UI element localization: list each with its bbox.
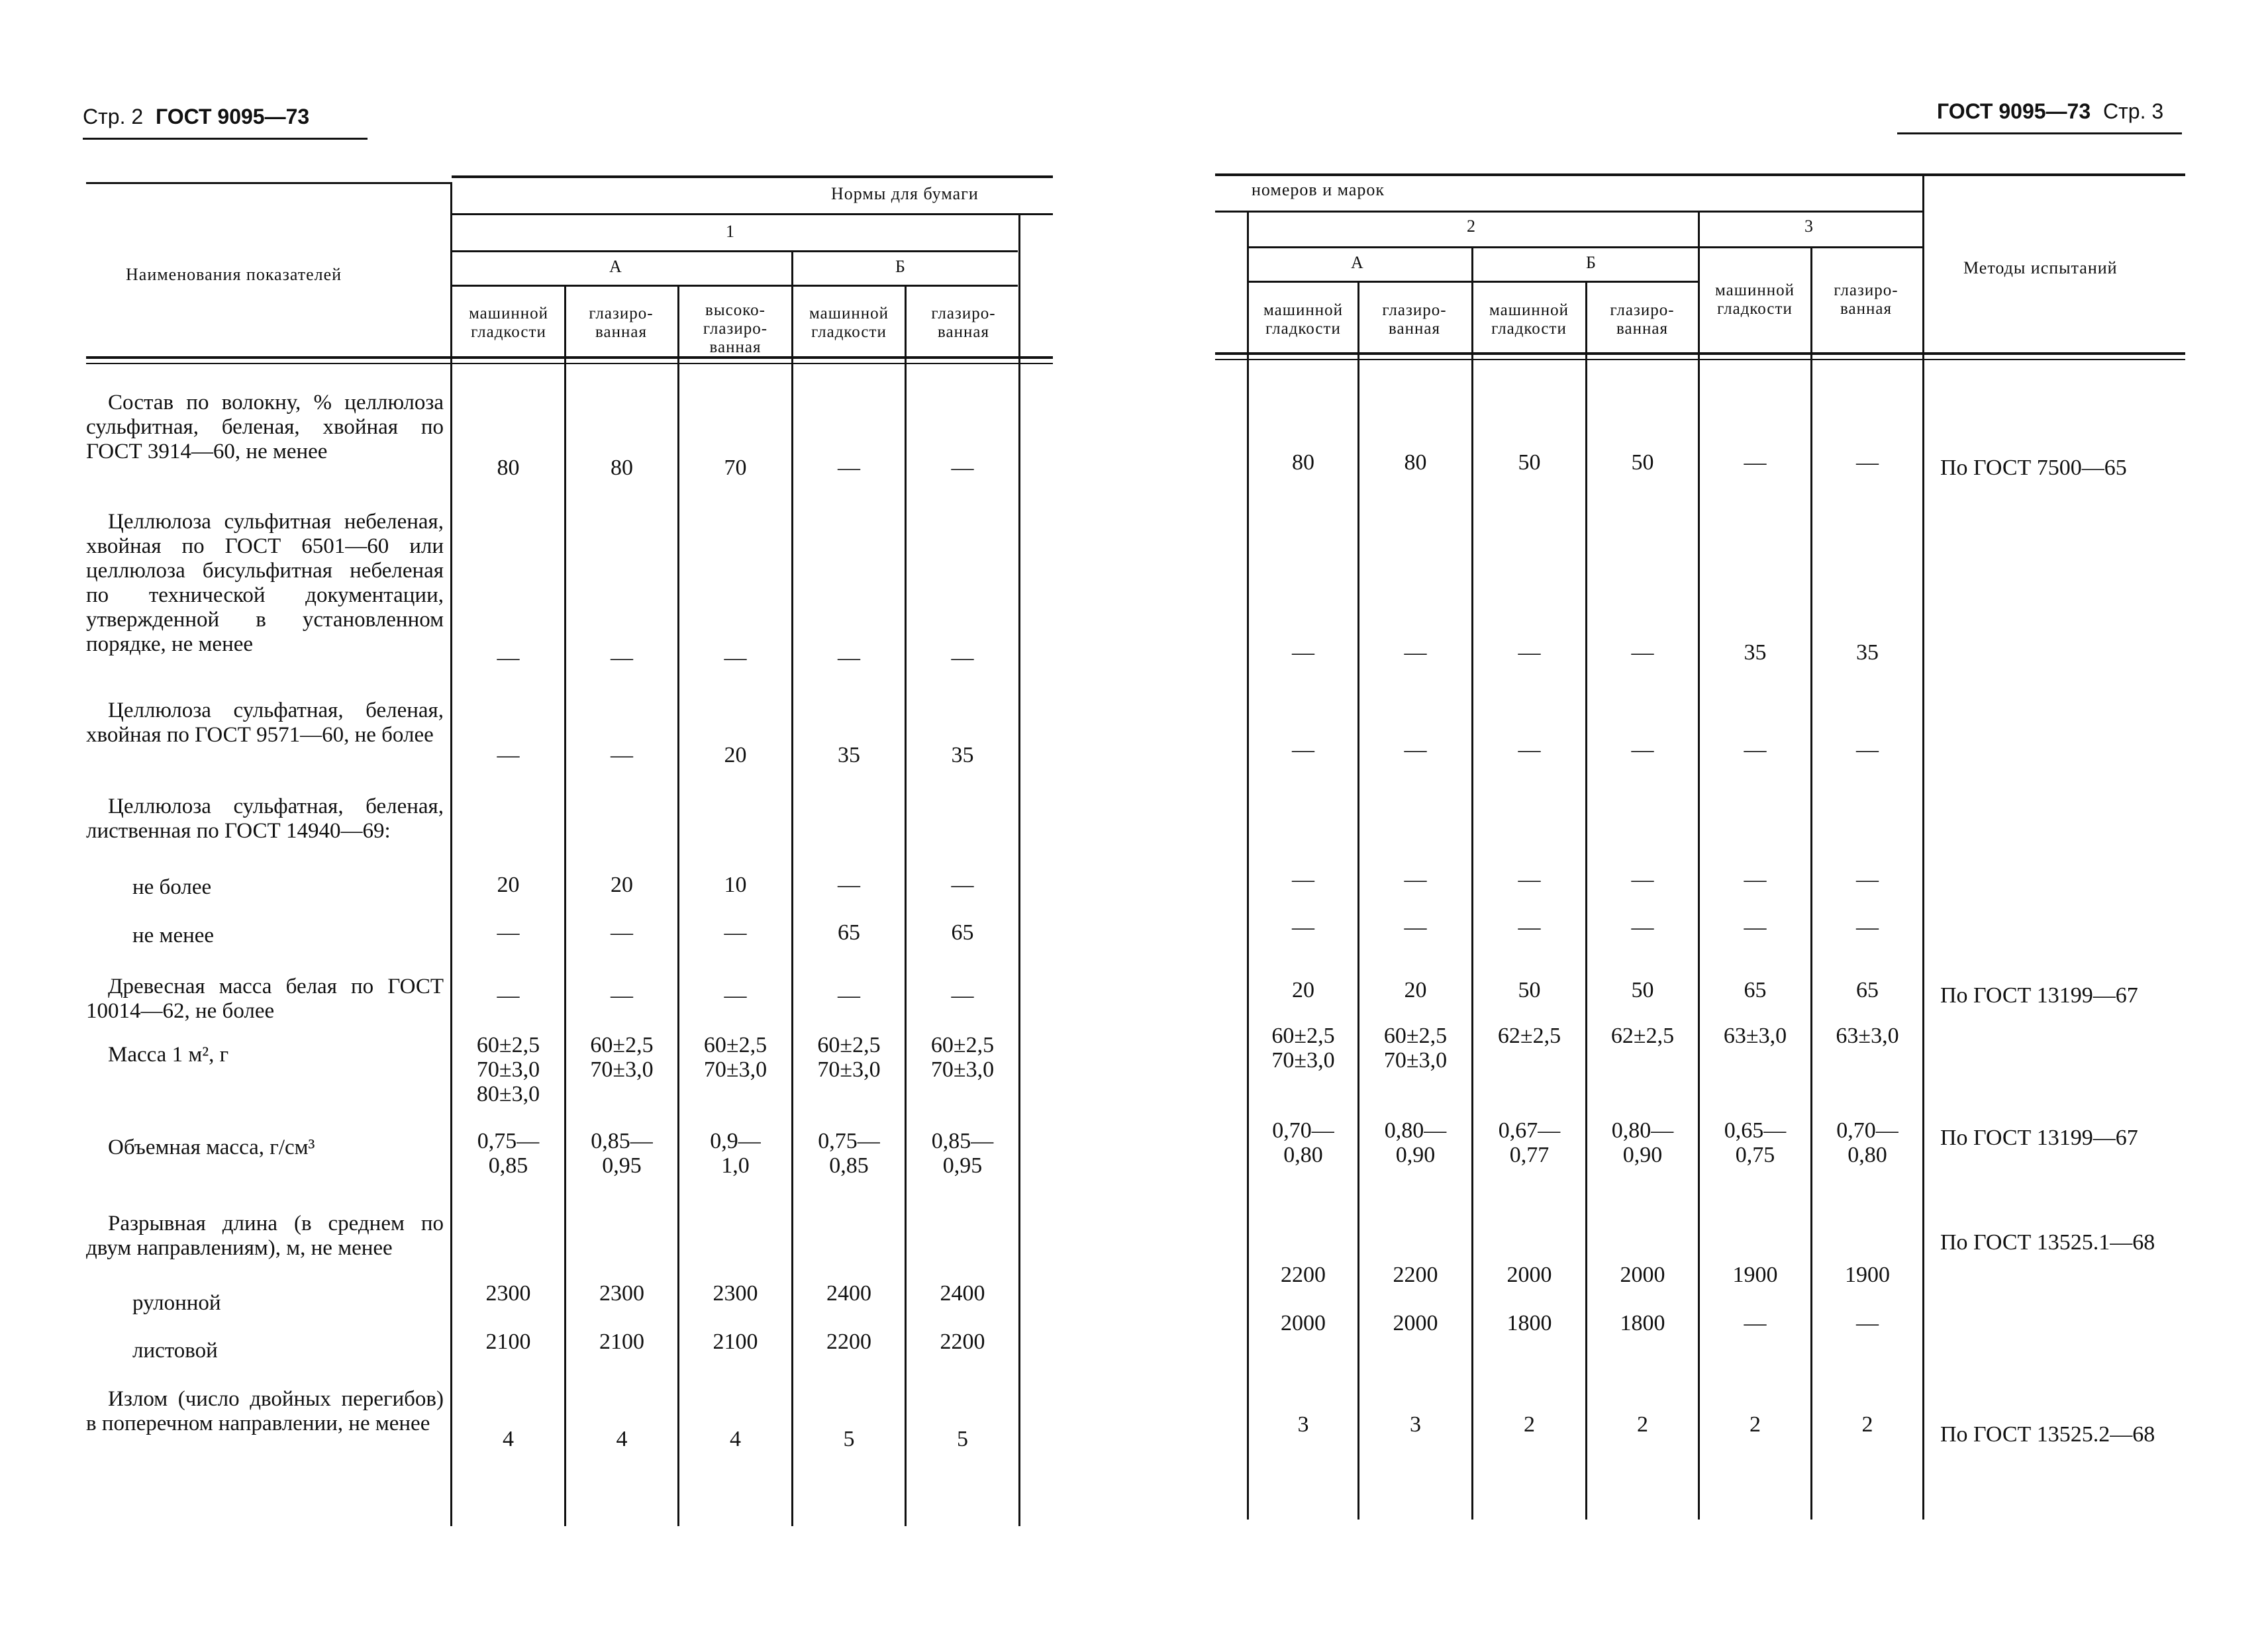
cell-r10-c9: 1900 xyxy=(1732,1263,1778,1287)
cell-r8-c8: 0,80— 0,90 xyxy=(1611,1118,1674,1167)
cell-r0-c3: — xyxy=(838,456,860,480)
cell-r1-c10: 35 xyxy=(1856,640,1879,665)
cell-r7-c6: 60±2,5 70±3,0 xyxy=(1383,1024,1448,1073)
cell-r6-c5: 20 xyxy=(1292,978,1314,1002)
cell-r0-c1: 80 xyxy=(611,456,633,480)
row-label-sulfite-unbleached: Целлюлоза сульфитная небеленая, хвойная по ГОСТ 6501—60 или целлюлоза бисульфитная небеленая по технической документации, утвержденной в установленном порядке, не менее xyxy=(86,510,444,656)
cell-r10-c6: 2200 xyxy=(1393,1263,1438,1287)
cell-r12-c6: 3 xyxy=(1410,1412,1421,1437)
gost-title-right: ГОСТ 9095—73 xyxy=(1937,99,2091,123)
vrule-right-6 xyxy=(1922,176,1924,1520)
table-header-bottom-left xyxy=(86,356,1053,359)
cell-r8-c0: 0,75— 0,85 xyxy=(477,1129,540,1178)
colhead-9: глазиро-ванная xyxy=(1610,301,1675,338)
cell-r12-c5: 3 xyxy=(1297,1412,1309,1437)
mark-a-left: А xyxy=(609,257,622,276)
row-label-hardwood-min: не менее xyxy=(132,924,215,947)
cell-r2-c3: 35 xyxy=(838,743,860,767)
cell-r5-c8: — xyxy=(1631,915,1654,940)
row-label-fold: Излом (число двойных перегибов) в поперечном направлении, не менее xyxy=(86,1387,444,1435)
cell-r5-c7: — xyxy=(1518,915,1541,940)
vrule-left-0 xyxy=(450,182,452,1526)
cell-r0-c10: — xyxy=(1856,450,1879,475)
method-row-0: По ГОСТ 7500—65 xyxy=(1940,456,2127,480)
method-row-12: По ГОСТ 13525.2—68 xyxy=(1940,1422,2155,1447)
header-rule-right xyxy=(1897,132,2182,134)
cell-r8-c10: 0,70— 0,80 xyxy=(1836,1118,1898,1167)
row-label-sulfate-hardwood: Целлюлоза сульфатная, беленая, лиственная по ГОСТ 14940—69: xyxy=(86,795,444,843)
cell-r1-c0: — xyxy=(497,646,520,670)
cell-r2-c5: — xyxy=(1292,738,1314,762)
cell-r1-c3: — xyxy=(838,646,860,670)
page-number-left: Стр. 2 xyxy=(83,105,144,128)
row-label-roll: рулонной xyxy=(132,1291,221,1315)
method-row-6: По ГОСТ 13199—67 xyxy=(1940,983,2138,1008)
cell-r5-c9: — xyxy=(1744,915,1767,940)
rule-under-num23 xyxy=(1248,246,1922,248)
rule-under-num1 xyxy=(452,250,1018,252)
rule-under-marks-right xyxy=(1248,281,1699,283)
cell-r6-c0: — xyxy=(497,983,520,1008)
cell-r5-c5: — xyxy=(1292,915,1314,940)
cell-r12-c8: 2 xyxy=(1637,1412,1648,1437)
cell-r0-c8: 50 xyxy=(1631,450,1654,475)
indicator-col-header: Наименования показателей xyxy=(126,265,342,284)
cell-r12-c1: 4 xyxy=(616,1427,628,1451)
cell-r1-c6: — xyxy=(1404,640,1427,665)
cell-r2-c10: — xyxy=(1856,738,1879,762)
cell-r2-c6: — xyxy=(1404,738,1427,762)
cell-r11-c3: 2200 xyxy=(826,1329,871,1354)
cell-r6-c2: — xyxy=(724,983,747,1008)
table-header-bottom-right-2 xyxy=(1215,359,2185,360)
table-top-rule-left-b xyxy=(452,175,1053,178)
cell-r4-c9: — xyxy=(1744,867,1767,892)
cell-r6-c7: 50 xyxy=(1518,978,1541,1002)
cell-r6-c3: — xyxy=(838,983,860,1008)
gost-title-left: ГОСТ 9095—73 xyxy=(156,105,310,128)
cell-r5-c1: — xyxy=(611,920,633,945)
cell-r11-c9: — xyxy=(1744,1311,1767,1335)
cell-r4-c8: — xyxy=(1631,867,1654,892)
colhead-6: машинной гладкости xyxy=(1263,301,1343,338)
cell-r4-c0: 20 xyxy=(497,873,520,897)
cell-r2-c2: 20 xyxy=(724,743,747,767)
cell-r2-c8: — xyxy=(1631,738,1654,762)
cell-r2-c0: — xyxy=(497,743,520,767)
row-label-sheet: листовой xyxy=(132,1339,218,1363)
cell-r12-c3: 5 xyxy=(843,1427,855,1451)
cell-r4-c1: 20 xyxy=(611,873,633,897)
cell-r11-c7: 1800 xyxy=(1506,1311,1552,1335)
colhead-5: глазиро-ванная xyxy=(931,305,996,341)
methods-header: Методы испытаний xyxy=(1963,258,2118,277)
mark-b-left: Б xyxy=(895,257,906,276)
cell-r4-c4: — xyxy=(951,873,974,897)
header-rule-left xyxy=(83,138,368,140)
cell-r7-c8: 62±2,5 xyxy=(1610,1024,1675,1048)
cell-r11-c4: 2200 xyxy=(940,1329,985,1354)
colhead-3: высоко-глазиро-ванная xyxy=(703,301,768,356)
cell-r7-c4: 60±2,5 70±3,0 xyxy=(930,1033,995,1082)
cell-r2-c7: — xyxy=(1518,738,1541,762)
cell-r5-c3: 65 xyxy=(838,920,860,945)
row-label-bulk-density: Объемная масса, г/см³ xyxy=(108,1135,315,1159)
cell-r2-c4: 35 xyxy=(951,743,974,767)
colhead-10: машинной гладкости xyxy=(1714,281,1795,318)
row-label-sulfate-softwood: Целлюлоза сульфатная, беленая, хвойная по ГОСТ 9571—60, не более xyxy=(86,699,444,747)
table-top-rule-right xyxy=(1215,173,2185,176)
cell-r4-c7: — xyxy=(1518,867,1541,892)
cell-r11-c6: 2000 xyxy=(1393,1311,1438,1335)
row-label-wood-pulp: Древесная масса белая по ГОСТ 10014—62, не более xyxy=(86,975,444,1023)
cell-r2-c9: — xyxy=(1744,738,1767,762)
rule-under-norms-right xyxy=(1215,211,1922,213)
cell-r5-c10: — xyxy=(1856,915,1879,940)
rule-under-norms xyxy=(452,213,1053,215)
cell-r1-c7: — xyxy=(1518,640,1541,665)
cell-r11-c5: 2000 xyxy=(1281,1311,1326,1335)
method-row-8: По ГОСТ 13199—67 xyxy=(1940,1126,2138,1150)
cell-r0-c9: — xyxy=(1744,450,1767,475)
page-number-right: Стр. 3 xyxy=(2103,99,2164,123)
cell-r4-c6: — xyxy=(1404,867,1427,892)
colhead-1: машинной гладкости xyxy=(468,305,548,341)
cell-r2-c1: — xyxy=(611,743,633,767)
cell-r11-c1: 2100 xyxy=(599,1329,644,1354)
method-row-9: По ГОСТ 13525.1—68 xyxy=(1940,1230,2155,1255)
norms-header-left: Нормы для бумаги xyxy=(831,184,979,203)
cell-r1-c4: — xyxy=(951,646,974,670)
cell-r10-c5: 2200 xyxy=(1281,1263,1326,1287)
colhead-7: глазиро-ванная xyxy=(1382,301,1447,338)
header-right xyxy=(1937,99,2163,124)
table-header-bottom-left-2 xyxy=(86,363,1053,364)
header-left xyxy=(83,105,309,129)
cell-r6-c6: 20 xyxy=(1404,978,1427,1002)
cell-r12-c2: 4 xyxy=(730,1427,741,1451)
cell-r5-c6: — xyxy=(1404,915,1427,940)
cell-r11-c8: 1800 xyxy=(1620,1311,1665,1335)
cell-r8-c5: 0,70— 0,80 xyxy=(1272,1118,1334,1167)
colhead-8: машинной гладкости xyxy=(1489,301,1569,338)
cell-r5-c2: — xyxy=(724,920,747,945)
cell-r1-c9: 35 xyxy=(1744,640,1767,665)
cell-r0-c5: 80 xyxy=(1292,450,1314,475)
cell-r10-c0: 2300 xyxy=(485,1281,531,1306)
cell-r7-c0: 60±2,5 70±3,0 80±3,0 xyxy=(476,1033,540,1106)
cell-r8-c3: 0,75— 0,85 xyxy=(818,1129,880,1178)
mark-a-right: А xyxy=(1351,253,1364,272)
group-num-1: 1 xyxy=(726,222,735,241)
cell-r7-c7: 62±2,5 xyxy=(1497,1024,1561,1048)
cell-r5-c4: 65 xyxy=(951,920,974,945)
cell-r12-c4: 5 xyxy=(957,1427,968,1451)
cell-r10-c4: 2400 xyxy=(940,1281,985,1306)
cell-r4-c10: — xyxy=(1856,867,1879,892)
vrule-left-5 xyxy=(1018,213,1020,1526)
row-label-mass-per-m2: Масса 1 м², г xyxy=(108,1043,229,1067)
cell-r7-c2: 60±2,5 70±3,0 xyxy=(703,1033,767,1082)
cell-r6-c8: 50 xyxy=(1631,978,1654,1002)
cell-r11-c10: — xyxy=(1856,1311,1879,1335)
cell-r12-c0: 4 xyxy=(503,1427,514,1451)
cell-r4-c3: — xyxy=(838,873,860,897)
mark-b-right: Б xyxy=(1586,253,1597,272)
cell-r0-c6: 80 xyxy=(1404,450,1427,475)
cell-r7-c9: 63±3,0 xyxy=(1723,1024,1787,1048)
colhead-11: глазиро-ванная xyxy=(1834,281,1898,318)
cell-r11-c2: 2100 xyxy=(713,1329,758,1354)
cell-r0-c4: — xyxy=(951,456,974,480)
cell-r6-c9: 65 xyxy=(1744,978,1767,1002)
cell-r10-c3: 2400 xyxy=(826,1281,871,1306)
cell-r7-c1: 60±2,5 70±3,0 xyxy=(590,1033,654,1082)
row-label-fiber-sulfite-bleached: Состав по волокну, % целлюлоза сульфитная, беленая, хвойная по ГОСТ 3914—60, не менее xyxy=(86,391,444,463)
row-label-breaking-length: Разрывная длина (в среднем по двум направлениям), м, не менее xyxy=(86,1212,444,1260)
cell-r1-c2: — xyxy=(724,646,747,670)
cell-r6-c4: — xyxy=(951,983,974,1008)
cell-r10-c1: 2300 xyxy=(599,1281,644,1306)
cell-r7-c3: 60±2,5 70±3,0 xyxy=(817,1033,881,1082)
cell-r7-c5: 60±2,5 70±3,0 xyxy=(1271,1024,1335,1073)
cell-r12-c10: 2 xyxy=(1861,1412,1873,1437)
group-num-3: 3 xyxy=(1804,217,1814,236)
cell-r11-c0: 2100 xyxy=(485,1329,531,1354)
cell-r0-c7: 50 xyxy=(1518,450,1541,475)
rule-under-marks-left xyxy=(452,285,1018,287)
cell-r8-c9: 0,65— 0,75 xyxy=(1724,1118,1787,1167)
cell-r8-c1: 0,85— 0,95 xyxy=(591,1129,653,1178)
cell-r10-c7: 2000 xyxy=(1506,1263,1552,1287)
cell-r10-c10: 1900 xyxy=(1845,1263,1890,1287)
cell-r8-c2: 0,9— 1,0 xyxy=(710,1129,761,1178)
cell-r4-c5: — xyxy=(1292,867,1314,892)
cell-r4-c2: 10 xyxy=(724,873,747,897)
cell-r0-c2: 70 xyxy=(724,456,747,480)
cell-r1-c8: — xyxy=(1631,640,1654,665)
cell-r12-c9: 2 xyxy=(1750,1412,1761,1437)
colhead-4: машинной гладкости xyxy=(809,305,889,341)
cell-r0-c0: 80 xyxy=(497,456,520,480)
cell-r8-c7: 0,67— 0,77 xyxy=(1498,1118,1561,1167)
group-num-2: 2 xyxy=(1467,217,1476,236)
cell-r6-c10: 65 xyxy=(1856,978,1879,1002)
cell-r7-c10: 63±3,0 xyxy=(1836,1024,1899,1048)
colhead-2: глазиро-ванная xyxy=(589,305,654,341)
norms-header-right: номеров и марок xyxy=(1252,180,1385,199)
cell-r10-c8: 2000 xyxy=(1620,1263,1665,1287)
cell-r1-c5: — xyxy=(1292,640,1314,665)
cell-r8-c6: 0,80— 0,90 xyxy=(1384,1118,1447,1167)
row-label-hardwood-max: не более xyxy=(132,875,212,899)
table-header-bottom-right xyxy=(1215,352,2185,355)
cell-r8-c4: 0,85— 0,95 xyxy=(931,1129,994,1178)
cell-r6-c1: — xyxy=(611,983,633,1008)
cell-r5-c0: — xyxy=(497,920,520,945)
cell-r12-c7: 2 xyxy=(1524,1412,1535,1437)
cell-r10-c2: 2300 xyxy=(713,1281,758,1306)
table-top-rule-left-a xyxy=(86,182,452,184)
cell-r1-c1: — xyxy=(611,646,633,670)
